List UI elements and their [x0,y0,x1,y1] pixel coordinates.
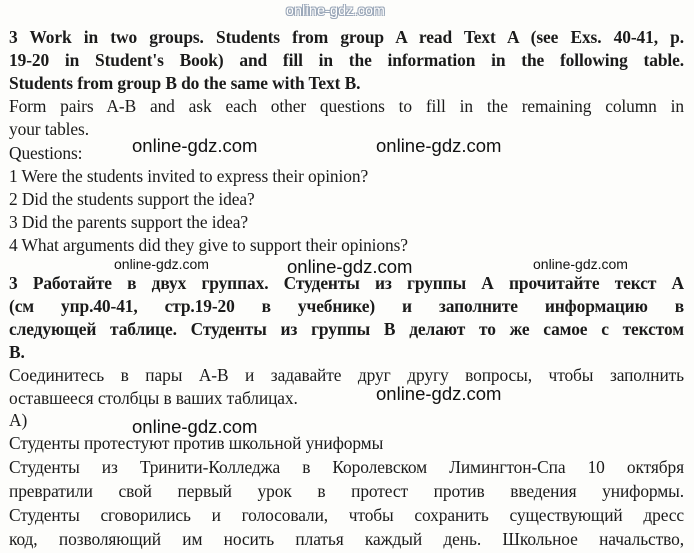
watermark-top: online-gdz.com [286,2,386,18]
question-2: 2 Did the students support the idea? [9,189,255,209]
questions-label: Questions: [9,143,83,163]
question-1: 1 Were the students invited to express their opinion? [9,166,369,186]
ru-task-line-4: В. [9,342,25,362]
watermark-1: online-gdz.com [132,135,258,156]
watermark-6: online-gdz.com [376,383,502,404]
en-task-line-3: Students from group B do the same with Text B. [9,73,361,93]
ru-instruction-line-1: Соединитесь в пары А-В и задавайте друг другу вопросы, чтобы заполнить [9,365,684,385]
en-task-line-2: 19-20 in Student's Book) and fill in the information in the following table. [9,50,684,70]
watermark-5: online-gdz.com [533,256,628,272]
en-instruction-line-1: Form pairs A-B and ask each other questions to fill in the remaining column in [9,96,684,116]
ru-text-line-4: код, позволяющий им носить платья каждый день. Школьное начальство, [9,529,684,549]
ru-task-line-3: следующей таблице. Студенты из группы В делают то же самое с текстом [9,319,684,339]
ru-instruction-line-2: оставшееся столбцы в ваших таблицах. [9,388,298,408]
section-label: А) [9,410,28,430]
watermark-7: online-gdz.com [132,416,258,437]
en-instruction-line-2: your tables. [9,119,89,139]
watermark-3: online-gdz.com [114,256,209,272]
ru-text-line-1: Студенты из Тринити-Колледжа в Королевском Лимингтон-Спа 10 октября [9,457,684,477]
ru-text-line-3: Студенты сговорились и голосовали, чтобы сохранить существующий дресс [9,505,684,525]
en-task-line-1: 3 Work in two groups. Students from group A read Text A (see Exs. 40-41, p. [9,27,684,47]
question-4: 4 What arguments did they give to support their opinions? [9,235,408,255]
ru-task-line-2: (см упр.40-41, стр.19-20 в учебнике) и заполните информацию в [9,296,684,316]
text-title: Студенты протестуют против школьной униформы [9,433,384,453]
ru-task-line-1: 3 Работайте в двух группах. Студенты из группы А прочитайте текст А [9,273,684,293]
ru-text-line-2: превратили свой первый урок в протест против введения униформы. [9,481,684,501]
watermark-4: online-gdz.com [287,256,413,277]
watermark-2: online-gdz.com [376,135,502,156]
question-3: 3 Did the parents support the idea? [9,212,248,232]
